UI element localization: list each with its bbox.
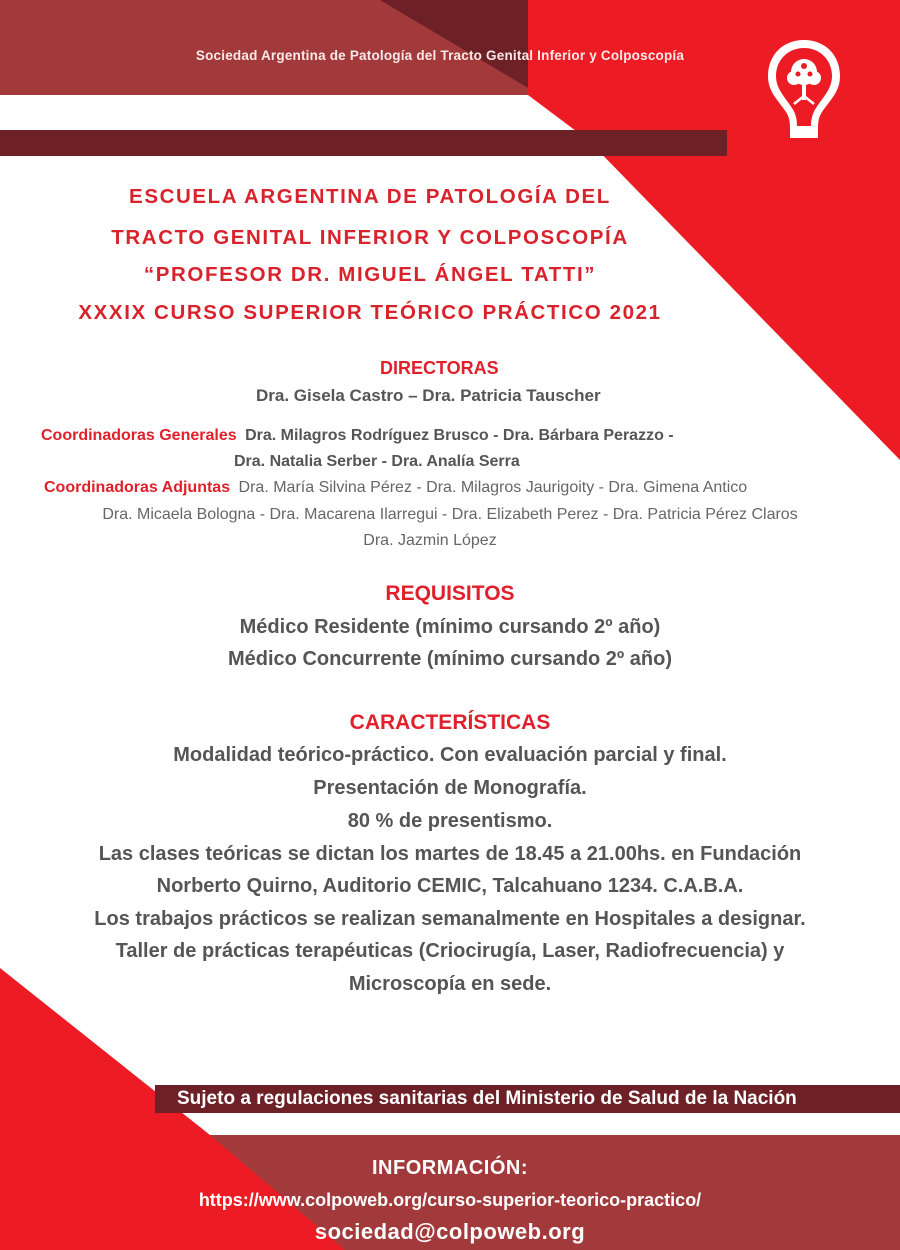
caracteristica-line: Presentación de Monografía. bbox=[313, 777, 587, 799]
caracteristica-line: Taller de prácticas terapéuticas (Criocirugía, Laser, Radiofrecuencia) y bbox=[115, 940, 785, 962]
caracteristicas-heading: CARACTERÍSTICAS bbox=[349, 711, 551, 734]
requisitos-heading: REQUISITOS bbox=[385, 582, 515, 605]
coord-adjuntas-row bbox=[44, 479, 747, 497]
info-url-link[interactable]: https://www.colpoweb.org/curso-superior-teorico-practico/ bbox=[198, 1190, 702, 1210]
coord-generales-line1: Dra. Milagros Rodríguez Brusco - Dra. Bárbara Perazzo - bbox=[245, 427, 674, 444]
coord-adjuntas-line2: Dra. Micaela Bologna - Dra. Macarena Ilarregui - Dra. Elizabeth Perez - Dra. Patricia Pérez Claros bbox=[102, 506, 798, 523]
directoras-names: Dra. Gisela Castro – Dra. Patricia Tauscher bbox=[256, 386, 601, 405]
directoras-heading: DIRECTORAS bbox=[380, 358, 499, 378]
requisito-item: Médico Concurrente (mínimo cursando 2º año) bbox=[227, 648, 673, 670]
info-heading: INFORMACIÓN: bbox=[372, 1157, 528, 1179]
title-line-3: “PROFESOR DR. MIGUEL ÁNGEL TATTI” bbox=[143, 263, 597, 286]
caracteristica-line: Modalidad teórico-práctico. Con evaluación parcial y final. bbox=[173, 744, 727, 766]
top-dark-stripe bbox=[0, 130, 727, 156]
coord-generales-row bbox=[41, 427, 674, 445]
coord-adjuntas-label: Coordinadoras Adjuntas bbox=[44, 479, 231, 496]
sanitary-notice-bar: Sujeto a regulaciones sanitarias del Ministerio de Salud de la Nación bbox=[155, 1085, 900, 1113]
coord-generales-label: Coordinadoras Generales bbox=[41, 427, 237, 444]
requisito-item: Médico Residente (mínimo cursando 2º año) bbox=[239, 616, 661, 638]
caracteristica-line: Las clases teóricas se dictan los martes de 18.45 a 21.00hs. en Fundación bbox=[98, 843, 802, 865]
caracteristica-line: Microscopía en sede. bbox=[348, 973, 552, 995]
tree-lightbulb-logo bbox=[764, 36, 844, 144]
title-line-4: XXXIX CURSO SUPERIOR TEÓRICO PRÁCTICO 2021 bbox=[78, 301, 662, 324]
society-name: Sociedad Argentina de Patología del Tracto Genital Inferior y Colposcopía bbox=[195, 48, 685, 63]
title-line-1: ESCUELA ARGENTINA DE PATOLOGÍA DEL bbox=[129, 185, 611, 208]
caracteristica-line: 80 % de presentismo. bbox=[347, 810, 553, 832]
caracteristica-line: Norberto Quirno, Auditorio CEMIC, Talcahuano 1234. C.A.B.A. bbox=[156, 875, 744, 897]
info-email-link[interactable]: sociedad@colpoweb.org bbox=[314, 1219, 586, 1244]
coord-generales-line2: Dra. Natalia Serber - Dra. Analía Serra bbox=[234, 453, 520, 470]
coord-adjuntas-line1: Dra. María Silvina Pérez - Dra. Milagros Jaurigoity - Dra. Gimena Antico bbox=[238, 479, 748, 496]
title-line-2: TRACTO GENITAL INFERIOR Y COLPOSCOPÍA bbox=[111, 226, 629, 249]
caracteristica-line: Los trabajos prácticos se realizan semanalmente en Hospitales a designar. bbox=[94, 908, 806, 930]
coord-adjuntas-line3: Dra. Jazmin López bbox=[363, 532, 497, 549]
